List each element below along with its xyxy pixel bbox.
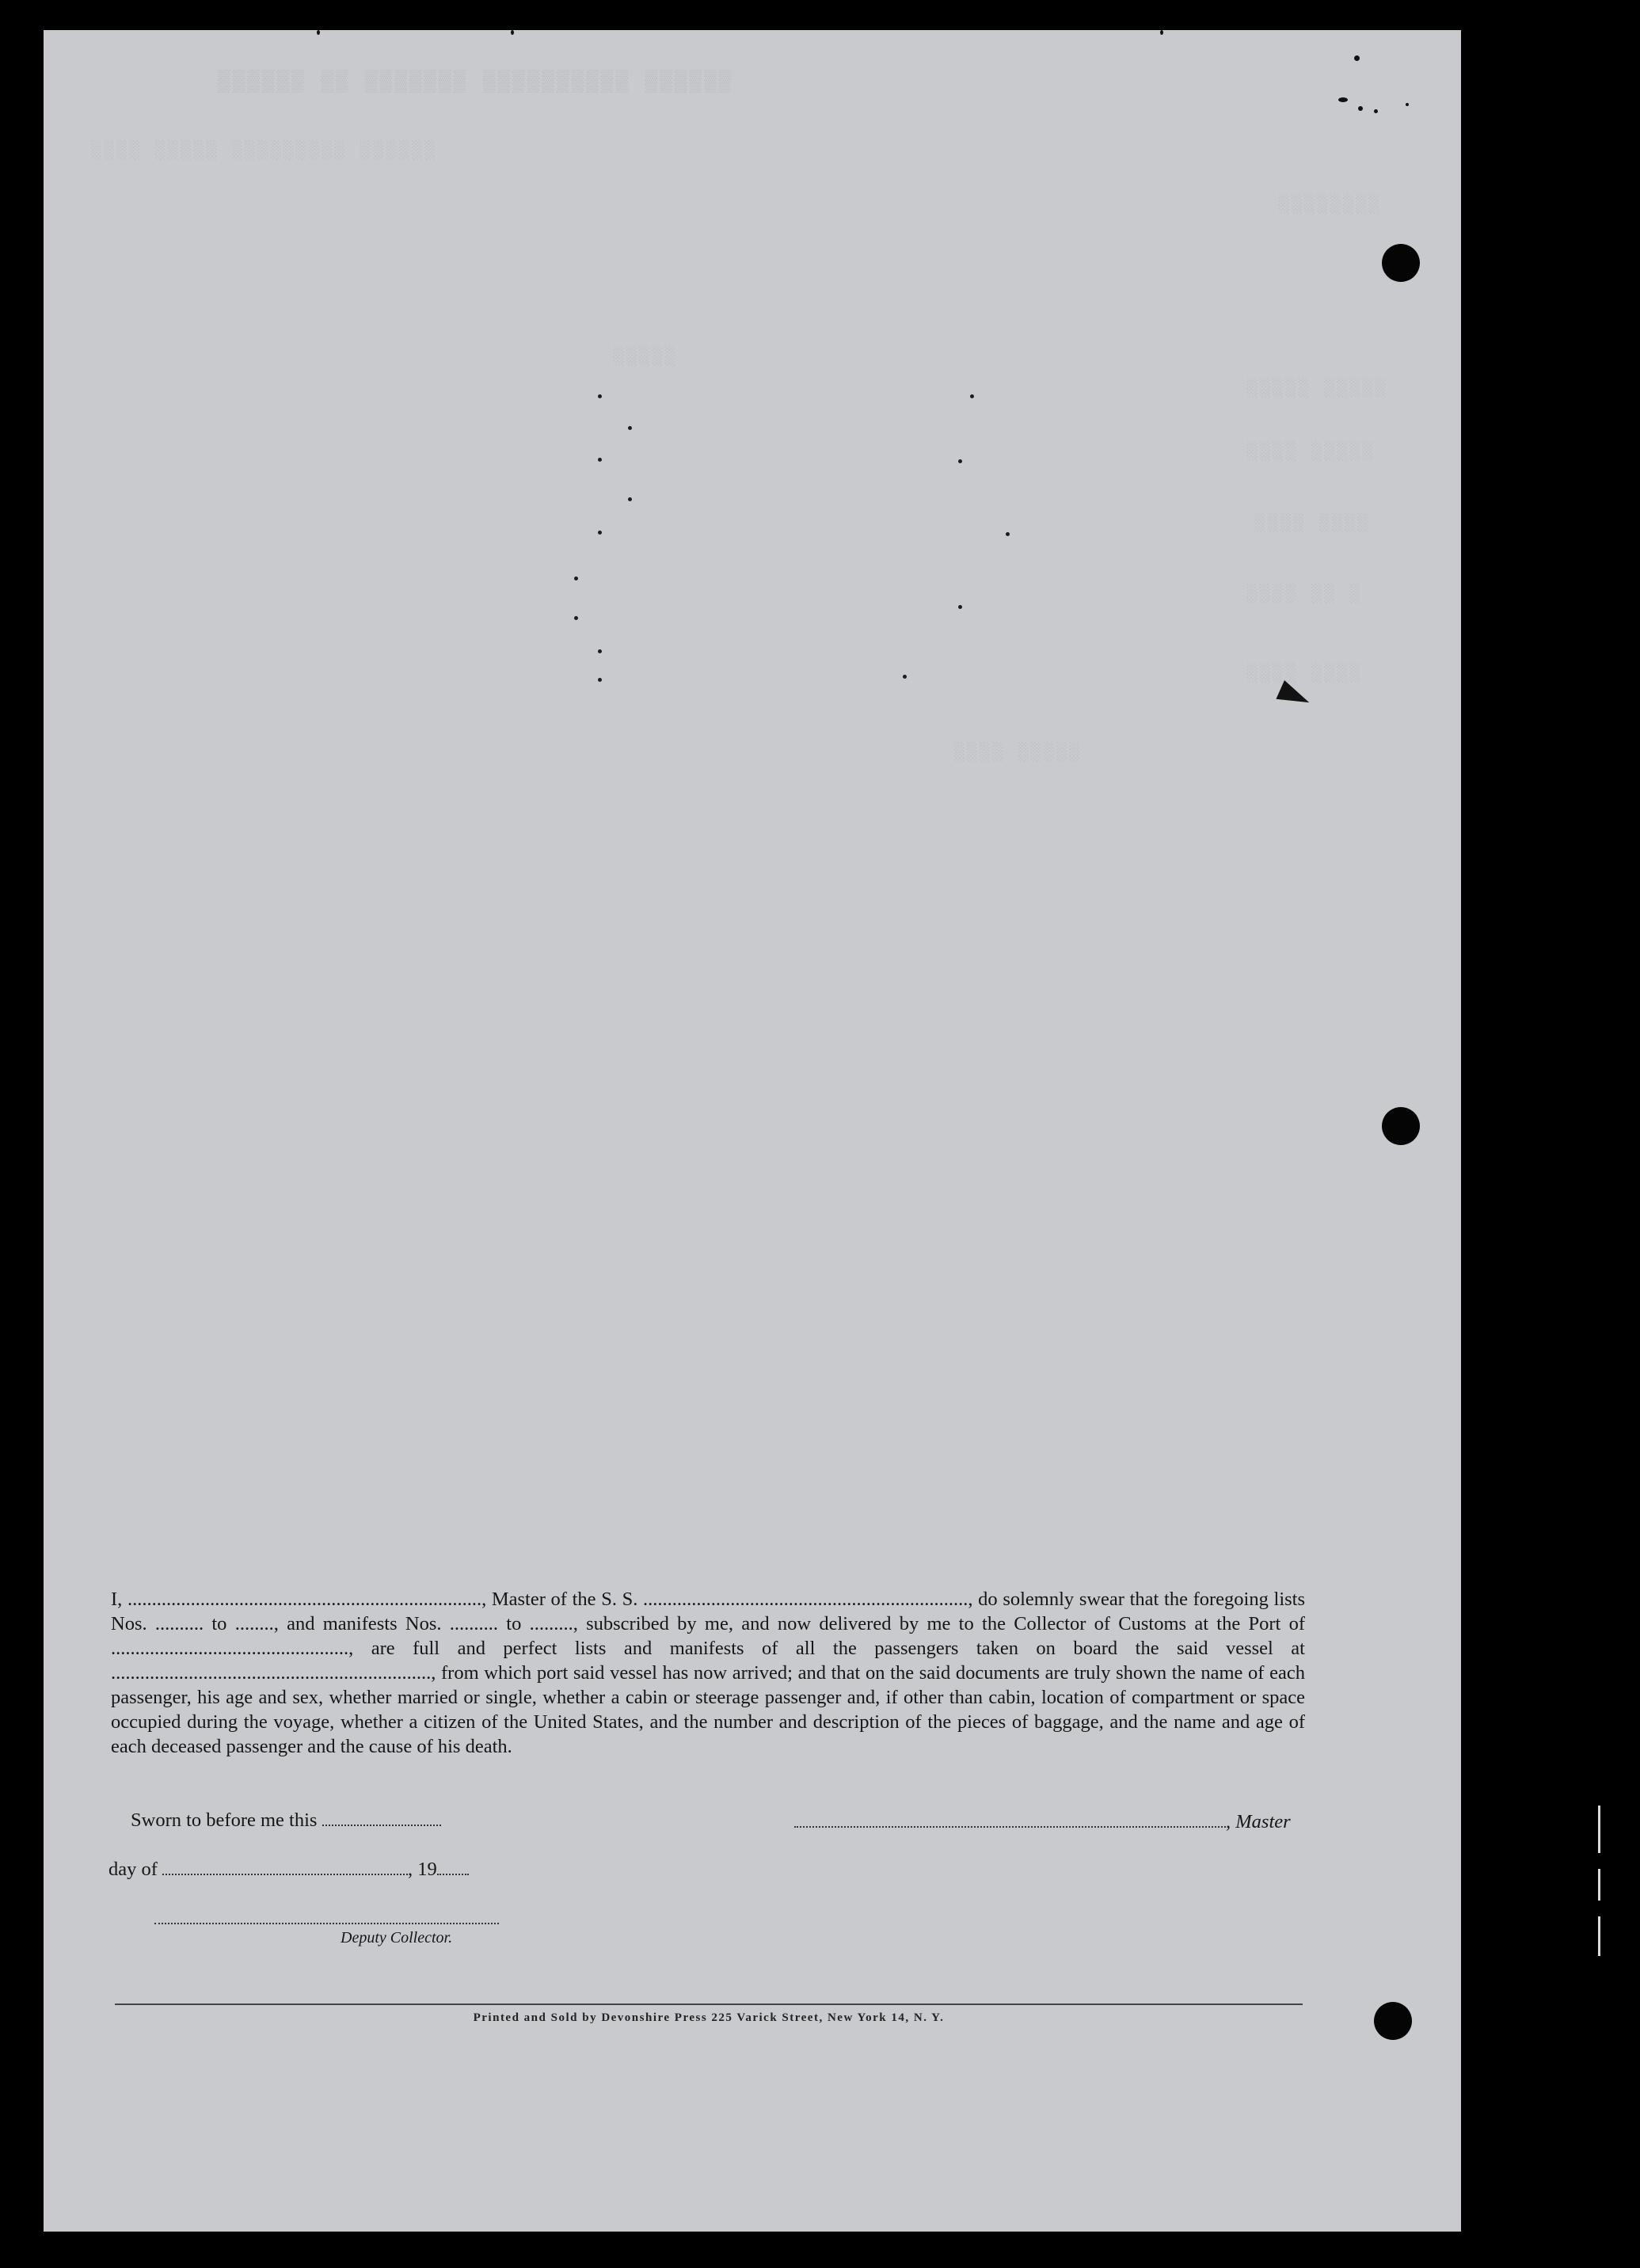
sworn-date-field[interactable]	[322, 1809, 441, 1826]
master-label: , Master	[1226, 1811, 1291, 1832]
master-oath	[111, 1587, 1305, 1759]
arrow-mark-icon	[1276, 680, 1313, 712]
deputy-line	[154, 1907, 499, 1930]
day-of-line	[108, 1858, 469, 1881]
sworn-line	[131, 1809, 441, 1832]
show-through-text: ░░░░░░░░	[1279, 195, 1382, 215]
show-through-text: ░░░░ ░░░░	[1255, 513, 1371, 533]
scan-margin-marks	[1598, 1806, 1600, 1964]
deputy-collector-caption: Deputy Collector.	[341, 1929, 453, 1946]
punch-hole	[1374, 2002, 1412, 2040]
master-signature-field[interactable]	[794, 1810, 1226, 1828]
day-of-field[interactable]	[162, 1858, 408, 1875]
sworn-label: Sworn to before me this	[131, 1809, 318, 1831]
show-through-text: ░░░░░ ░░░░░	[1247, 379, 1389, 398]
show-through-text: ░░░░ ░░░░	[1247, 664, 1363, 683]
punch-hole	[1382, 244, 1420, 282]
day-of-label: day of	[108, 1859, 158, 1880]
master-signature-line	[794, 1810, 1291, 1833]
year-prefix: , 19	[408, 1859, 437, 1880]
show-through-text: ░░░░ ░░░░░	[954, 743, 1083, 763]
show-through-text: ░░░░ ░░░░░	[1247, 442, 1376, 462]
year-field[interactable]	[437, 1858, 469, 1875]
printer-imprint: Printed and Sold by Devonshire Press 225 Varick Street, New York 14, N. Y.	[473, 2011, 945, 2024]
show-through-text: ░░░░░	[614, 347, 679, 367]
show-through-text: ▒▒▒▒▒▒ ▒▒ ▒▒▒▒▒▒▒ ▒▒▒▒▒▒▒▒▒▒ ▒▒▒▒▒▒	[218, 70, 734, 93]
manifest-page	[44, 30, 1461, 2232]
show-through-text: ░░░░ ░░ ░	[1247, 584, 1363, 604]
deputy-signature-field[interactable]	[154, 1907, 499, 1924]
oath-paragraph: I, ........................................................................., Master of the S. S. ..................................................................., do solemnly swear that the foregoing lists Nos. .......... to ........, and manifests Nos. .......... to ........., subscribed by me, and now delivered by me to the Collector of Customs at the Port of ................................................., are full and perfect lists and manifests of all the passengers taken on board the said vessel at .................................................................., from which port said vessel has now arrived; and that on the said documents are truly shown the name of each passenger, his age and sex, whether married or single, whether a cabin or steerage passenger and, if other than cabin, location of compartment or space occupied during the voyage, whether a citizen of the United States, and the number and description of the pieces of baggage, and the name and age of each deceased passenger and the cause of his death.	[111, 1589, 1305, 1757]
punch-hole	[1382, 1107, 1420, 1145]
show-through-text: ░░░░ ░░░░░ ░░░░░░░░░ ░░░░░░	[91, 141, 438, 161]
footer-rule	[115, 2004, 1303, 2005]
